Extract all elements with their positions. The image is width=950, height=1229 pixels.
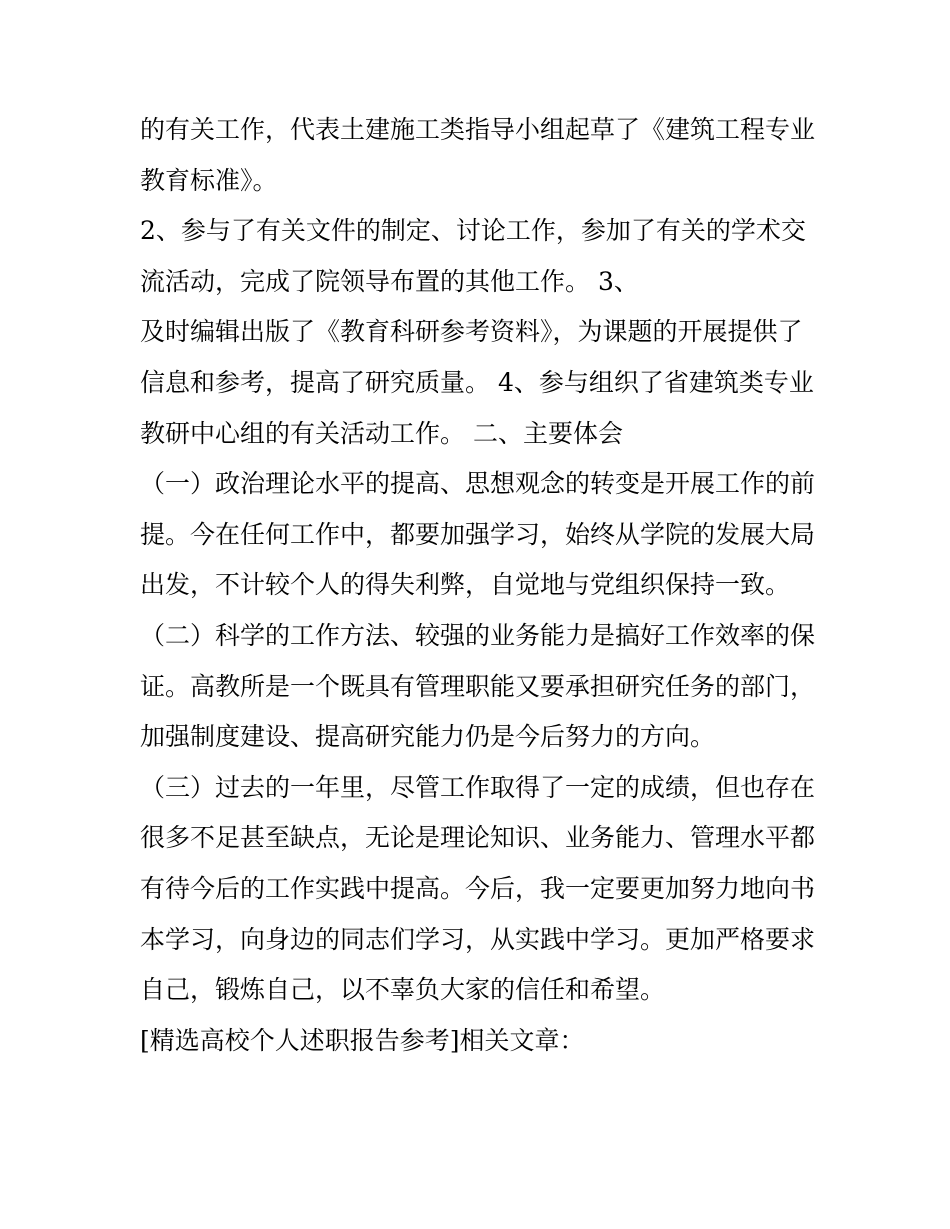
text-line: 及时编辑出版了《教育科研参考资料》，为课题的开展提供了: [140, 317, 803, 346]
related-articles-heading: [精选高校个人述职报告参考]相关文章：: [140, 1026, 585, 1055]
text-line: 自己，锻炼自己，以不辜负大家的信任和希望。: [140, 975, 666, 1004]
text-line: 流活动，完成了院领导布置的其他工作。 3、: [140, 267, 639, 296]
text-line: （一）政治理论水平的提高、思想观念的转变是开展工作的前: [140, 469, 816, 498]
text-line: 提。今在任何工作中，都要加强学习，始终从学院的发展大局: [140, 520, 816, 549]
text-line: 出发，不计较个人的得失利弊，自觉地与党组织保持一致。: [140, 570, 791, 599]
text-line: 证。高教所是一个既具有管理职能又要承担研究任务的部门，: [140, 672, 816, 701]
text-line: （二）科学的工作方法、较强的业务能力是搞好工作效率的保: [140, 621, 816, 650]
text-line: 2、参与了有关文件的制定、讨论工作，参加了有关的学术交: [140, 216, 806, 245]
text-line: （三）过去的一年里，尽管工作取得了一定的成绩，但也存在: [140, 773, 816, 802]
text-line: 本学习，向身边的同志们学习，从实践中学习。更加严格要求: [140, 925, 816, 954]
text-line: 的有关工作，代表土建施工类指导小组起草了《建筑工程专业: [140, 115, 816, 144]
text-line: 教研中心组的有关活动工作。 二、主要体会: [140, 419, 623, 448]
text-line: 加强制度建设、提高研究能力仍是今后努力的方向。: [140, 722, 716, 751]
text-line: 很多不足甚至缺点，无论是理论知识、业务能力、管理水平都: [140, 823, 816, 852]
text-line: 信息和参考，提高了研究质量。 4、参与组织了省建筑类专业: [140, 368, 814, 397]
text-line: 有待今后的工作实践中提高。今后，我一定要更加努力地向书: [140, 874, 816, 903]
text-line: 教育标准》。: [140, 166, 278, 195]
